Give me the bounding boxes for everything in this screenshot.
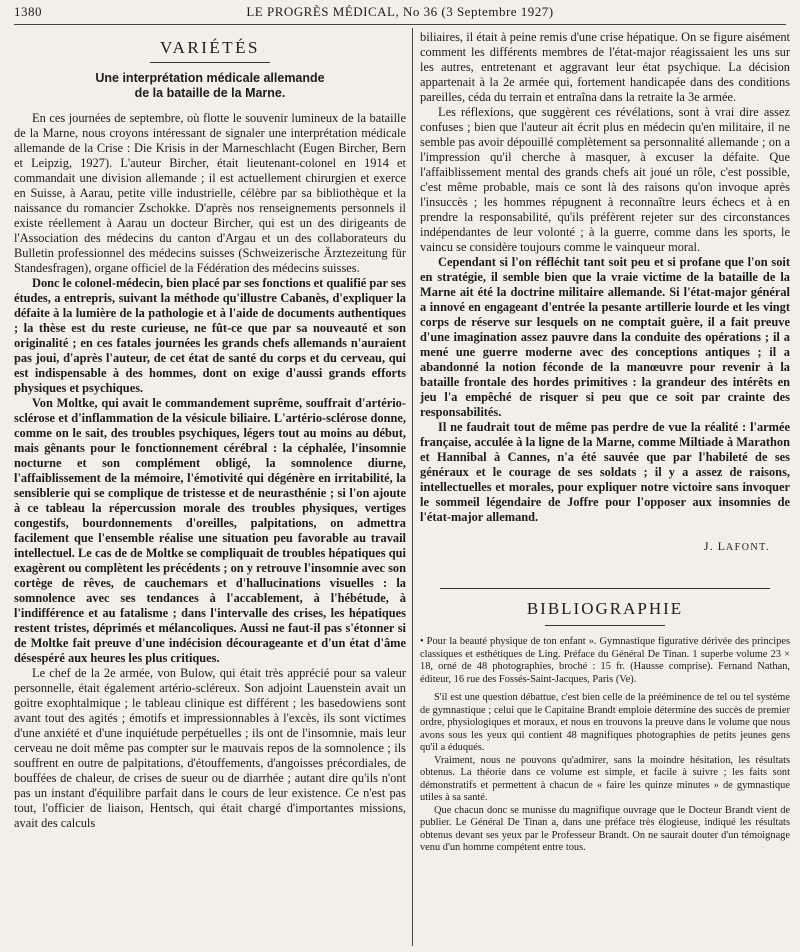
bibliography-paragraph-1: S'il est une question débattue, c'est bien celle de la prééminence de tel ou tel système de gymnastique ; celui que le Capitaine Brandt emploie détermine des succès de premier ordre, physiologiques et moraux, et nous en trouvons la preuve dans le volume que nous avons sous les yeux qui contient 48 magnifiques photographies de petits jeunes gens qu'il a éduqués.	[420, 692, 790, 753]
article-paragraph-3: Von Moltke, qui avait le commandement suprême, souffrait d'artério-sclérose et d'inflammation de la vésicule biliaire. L'artério-sclérose donne, comme on le sait, des troubles psychiques, légers tout au moins au début, mais gênants pour le fonctionnement cérébral : la céphalée, l'insomnie nocturne et son complément obligé, la somnolence diurne, l'affaiblissement de la mémoire, l'émotivité qui dégénère en irritabilité, la sensiblerie qui se complique de tristesse et de neurasthénie ; si l'on ajoute à ce tableau la répercussion morale des troubles physiques, vertiges congestifs, bourdonnements d'oreilles, palpitations, on admettra facilement que l'ensemble réalise une situation peu favorable au travail intellectuel. Le cas de de Moltke se compliquait de troubles hépatiques qui exagèrent ou complètent les précédents ; on y retrouve l'insomnie avec son cortège de rêves, de cauchemars et d'hallucinations visuelles : la somnolence avec ses tendances à l'accablement, à l'hébétude, à l'indifférence et au fatalisme ; dans l'intervalle des crises, les hépatiques restent tristes, déprimés et mélancoliques. Aussi ne faut-il pas s'étonner si de Moltke fait preuve d'une indécision décourageante et d'un état d'âme désespéré aux heures les plus critiques.	[14, 396, 406, 665]
bibliography-rule	[440, 588, 770, 589]
article-paragraph-6: Les réflexions, que suggèrent ces révélations, sont à vrai dire assez confuses ; bien que l'auteur ait écrit plus en médecin qu'en militaire, il ne semble pas avoir dépouillé complètement sa personnalité allemande ; on a l'impression qu'il cherche à masquer, à excuser la défaite. Que l'affaiblissement mental des grands chefs ait joué un rôle, c'est possible, c'est même probable, mais ce sont là des raisons qu'on invoque après l'insuccès ; les hommes répugnent à reconnaître leurs échecs et à en prendre la responsabilité, qu'ils préfèrent rejeter sur des circonstances indépendantes de leur volonté ; à la guerre, comme dans les sports, le vaincu se considère toujours comme le vainqueur moral.	[420, 105, 790, 254]
page-number: 1380	[14, 4, 42, 19]
bibliography-reference: • Pour la beauté physique de ton enfant ». Gymnastique figurative dérivée des principes classiques et esthétiques de Ling. Préface du Général De Tinan. 1 superbe volume 23 × 18, orné de 48 photographies, broché : 15 fr. (Hausse comprise). Fernand Nathan, éditeur, 16 rue des Fossés-Saint-Jacques, Paris (Ve).	[420, 636, 790, 685]
right-column	[420, 30, 790, 946]
article-paragraph-2: Donc le colonel-médecin, bien placé par ses fonctions et qualifié par ses études, a entrepris, suivant la méthode qu'illustre Cabanès, d'expliquer la défaite à la lumière de la pathologie et à l'aide de documents authentiques ; la thèse est du reste curieuse, ne fût-ce que par sa nouveauté et son originalité ; en ces fatales journées les grands chefs allemands n'auraient pas joui, d'après l'auteur, de cet état de santé du corps et du cerveau, qui est indispensable à des hommes, dont on exige d'aussi grands efforts physiques et psychiques.	[14, 276, 406, 395]
article-paragraph-7: Cependant si l'on réfléchit tant soit peu et si profane que l'on soit en stratégie, il semble bien que la vraie victime de la bataille de la Marne ait été la doctrine militaire allemande. Si l'état-major général a innové en engageant d'entrée la pesante artillerie lourde et les vingt corps de réserve sur lesquels on ne comptait guère, il a fait preuve d'une imagination assez pauvre dans la conduite des opérations ; il a mené une guerre moderne avec des conceptions antiques ; il a abandonné la notion féconde de la manœuvre pour revenir à la bataille frontale des hordes primitives : la grandeur des intérêts en jeu l'a empêché de risquer si peu que ce soit par crainte des responsabilités.	[420, 255, 790, 419]
section-rule	[150, 62, 270, 63]
article-paragraph-4: Le chef de la 2e armée, von Bulow, qui était très apprécié pour sa valeur personnelle, était également artério-scléreux. Son adjoint Lauenstein avait un goitre exophtalmique ; le tableau clinique est différent ; les basedowiens sont avant tout des agités ; émotifs et impressionnables à l'excès, ils sont victimes d'une anxiété et d'une inquiétude perpétuelles ; ils ont de l'insomnie, mais leur cerveau ne doit même pas compter sur le mauvais repos de la somnolence ; ils souffrent en outre de palpitations, d'étouffements, d'angoisses précordiales, de bouffées de chaleur, de crises de sueur ou de diarrhée ; autant dire qu'ils n'ont pas un instant d'équilibre parfait dans le cours de leur existence. Ce n'est pas tout, l'officier de liaison, Hentsch, qui était chargé d'importantes missions, avait des calculs	[14, 666, 406, 830]
article-title	[14, 71, 406, 101]
column-divider	[412, 28, 413, 946]
bibliography-paragraph-3: Que chacun donc se munisse du magnifique ouvrage que le Docteur Brandt vient de publier. Le Général De Tinan a, dans une préface très élogieuse, indiqué les résultats obtenus devant ses yeux par le Professeur Brandt. On ne saurait douter d'un témoignage venu d'un homme compétent entre tous.	[420, 804, 790, 853]
running-title: LE PROGRÈS MÉDICAL, No 36 (3 Septembre 1927)	[246, 4, 554, 19]
left-column	[14, 30, 406, 946]
article-paragraph-5: biliaires, il était à peine remis d'une crise hépatique. On se figure aisément comment les différents membres de l'état-major réagissaient les uns sur les autres, entretenant et aggravant leur état psychique. La décision appartenait à la 2e armée qui, fortement handicapée dans des conditions pareilles, céda du terrain et entraîna dans la retraite la 3e armée.	[420, 30, 790, 104]
signature-rest: AFONT.	[725, 542, 770, 553]
page-header	[14, 4, 786, 20]
article-title-line-1: Une interprétation médicale allemande	[95, 71, 325, 85]
article-paragraph-1: En ces journées de septembre, où flotte le souvenir lumineux de la bataille de la Marne, nous croyons intéressant de signaler une interprétation médicale allemande de la Crise : Die Krisis in der Marneschlacht (Eugen Bircher, Bern et Leipzig, 1927). L'auteur Bircher, était lieutenant-colonel en 1914 et commandait une division allemande ; il est actuellement chirurgien et exerce en Suisse, à Aarau, petite ville industrielle, célèbre par sa bibliothèque et la naissance du romancier Zschokke. D'après nos renseignements personnels il existe réellement à Aarau un docteur Bircher, qui est un des dirigeants de l'Association des médecins du canton d'Argau et un des collaborateurs du Bulletin professionnel des médecins suisses (Schweizerische Ärztezeitung für Standesfragen), organe officiel de la Fédération des médecins suisses.	[14, 111, 406, 275]
section-title-varietes: VARIÉTÉS	[160, 38, 260, 57]
article-paragraph-8: Il ne faudrait tout de même pas perdre de vue la réalité : l'armée française, acculée à la ligne de la Marne, comme Miltiade à Marathon et Hannibal à Cannes, n'a été sauvée que par l'habileté de ses généraux et le courage de ses soldats ; il y a assez de raisons, intellectuelles et morales, pour expliquer notre victoire sans invoquer le sommeil légendaire de Joffre pour l'opposer aux insomnies de l'état-major allemand.	[420, 420, 790, 524]
article-title-line-2: de la bataille de la Marne.	[134, 86, 286, 100]
signature-initial: J. L	[703, 539, 726, 553]
header-rule	[14, 24, 786, 25]
bibliography-paragraph-2: Vraiment, nous ne pouvons qu'admirer, sans la moindre hésitation, les résultats obtenus. La théorie dans ce volume est simple, et facile à suivre ; les faits sont démonstratifs et permettent à chacun de « faire les quinze minutes » de gymnastique utiles à sa santé.	[420, 754, 790, 803]
bibliography-short-rule	[545, 625, 665, 626]
signature	[420, 539, 770, 554]
bibliography-title: BIBLIOGRAPHIE	[526, 599, 684, 618]
